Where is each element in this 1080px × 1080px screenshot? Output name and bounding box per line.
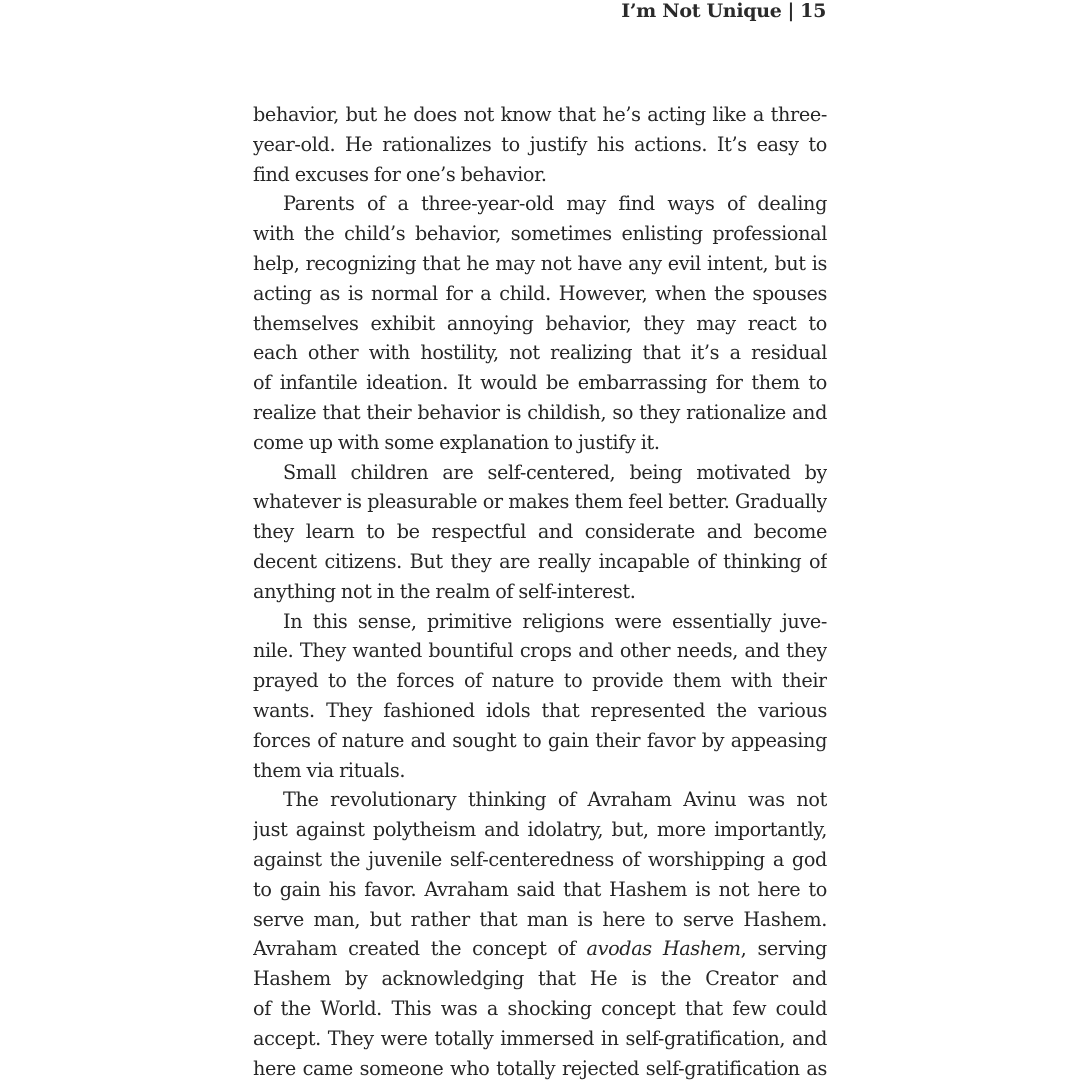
text-line: find excuses for one’s behavior.	[253, 162, 547, 186]
text-line: here came someone who totally rejected self-gratification as	[253, 1056, 827, 1080]
text-line: Hashem by acknowledging that He is the Creator and	[253, 967, 827, 991]
text-segment: Avraham created the concept of	[253, 937, 587, 961]
text-line: whatever is pleasurable or makes them feel better. Gradually	[253, 490, 827, 514]
text-line: forces of nature and sought to gain their favor by appeasing	[253, 728, 827, 752]
text-line: of the World. This was a shocking concept that few could	[253, 996, 827, 1020]
text-line: wants. They fashioned idols that represented the various	[253, 698, 827, 722]
text-line: against the juvenile self-centeredness of worshipping a god	[253, 847, 827, 871]
text-line: they learn to be respectful and considerate and become	[253, 520, 827, 544]
running-head	[621, 0, 826, 22]
text-line: each other with hostility, not realizing that it’s a residual	[253, 341, 827, 365]
text-line: help, recognizing that he may not have any evil intent, but is	[253, 251, 827, 275]
text-line: In this sense, primitive religions were essentially juve-	[283, 609, 827, 633]
text-line: themselves exhibit annoying behavior, they may react to	[253, 311, 827, 335]
text-line: to gain his favor. Avraham said that Hashem is not here to	[253, 877, 827, 901]
text-line: prayed to the forces of nature to provide them with their	[253, 669, 827, 693]
page-number: 15	[800, 0, 826, 22]
text-line: with the child’s behavior, sometimes enlisting professional	[253, 222, 827, 246]
running-head-title: I’m Not Unique	[621, 0, 782, 22]
running-head-separator: |	[787, 0, 795, 22]
text-line: Small children are self-centered, being motivated by	[283, 460, 827, 484]
text-line	[253, 934, 827, 964]
text-line: anything not in the realm of self-interest.	[253, 579, 636, 603]
text-segment: , serving	[740, 937, 827, 961]
text-line: Parents of a three-year-old may find ways of dealing	[283, 192, 827, 216]
text-line: of infantile ideation. It would be embarrassing for them to	[253, 371, 827, 395]
italic-term: avodas Hashem	[586, 937, 741, 961]
text-line: behavior, but he does not know that he’s acting like a three-	[253, 103, 827, 126]
text-line: just against polytheism and idolatry, but, more importantly,	[253, 818, 827, 842]
text-line: accept. They were totally immersed in self-gratification, and	[253, 1026, 827, 1050]
text-line: nile. They wanted bountiful crops and other needs, and they	[253, 639, 827, 663]
text-line: The revolutionary thinking of Avraham Avinu was not	[283, 788, 827, 812]
text-line: realize that their behavior is childish, so they rationalize and	[253, 400, 827, 424]
text-line: decent citizens. But they are really incapable of thinking of	[253, 549, 827, 573]
text-line: year-old. He rationalizes to justify his actions. It’s easy to	[253, 132, 827, 156]
text-line: serve man, but rather that man is here to serve Hashem.	[253, 907, 827, 931]
text-line: come up with some explanation to justify it.	[253, 430, 660, 454]
text-line: acting as is normal for a child. However, when the spouses	[253, 281, 827, 305]
body-text	[253, 100, 827, 1080]
text-line: them via rituals.	[253, 758, 406, 782]
